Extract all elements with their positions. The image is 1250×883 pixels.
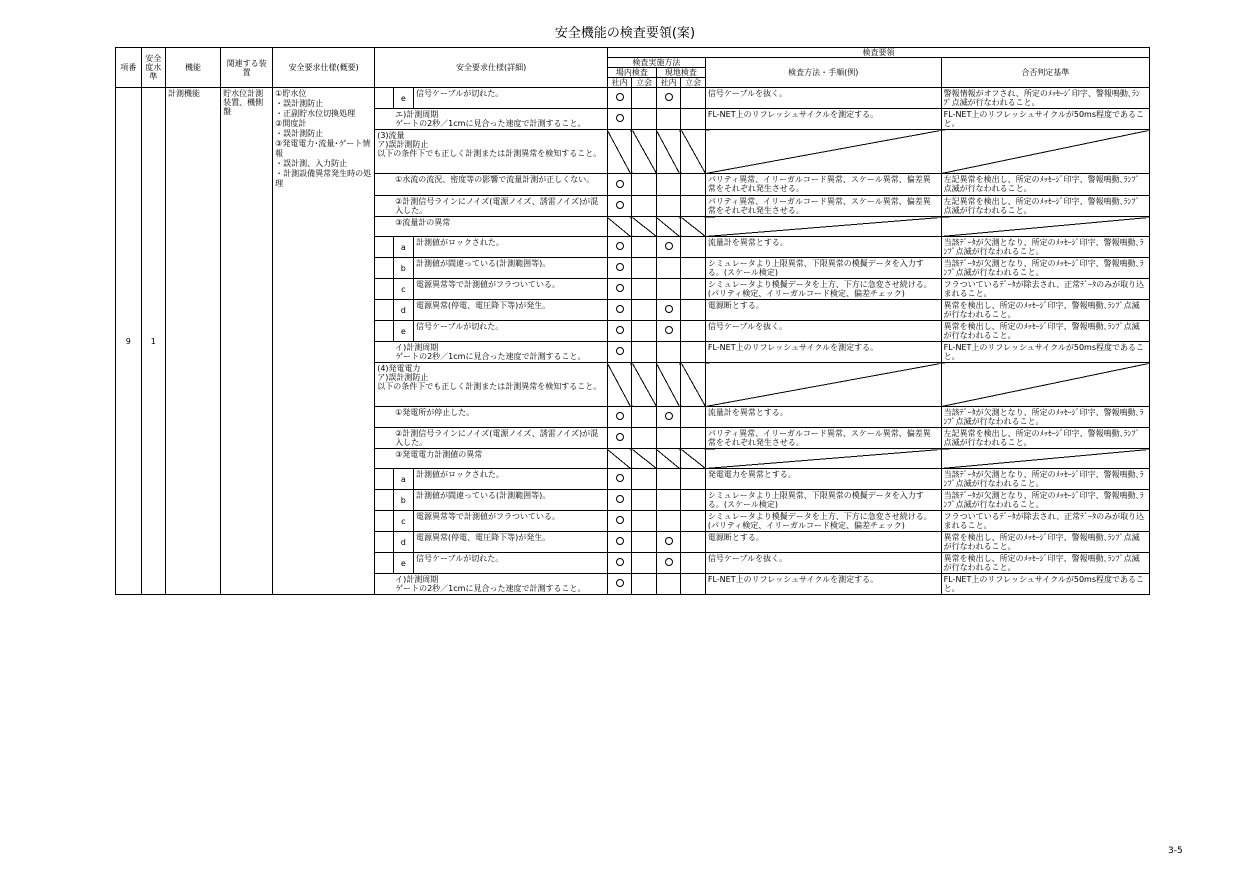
check-cell: [607, 258, 631, 279]
check-cell: [681, 174, 705, 196]
circle-mark-icon: [665, 537, 673, 545]
item-text: ①水流の流況、密度等の影響で流量計測が正しくない。: [393, 174, 607, 196]
indent-cell: [375, 407, 393, 428]
check-cell: [681, 258, 705, 279]
acceptance-criteria: 当該ﾃﾞｰﾀが欠測となり、所定のﾒｯｾｰｼﾞ印字、警報鳴動､ﾗﾝﾌﾟ点滅が行なわれること。: [941, 490, 1149, 511]
header-no: 項番: [116, 48, 142, 88]
check-cell: [656, 88, 680, 109]
circle-mark-icon: [616, 180, 624, 188]
indent-cell: [375, 88, 393, 109]
check-cell: [632, 109, 656, 130]
acceptance-criteria: 左記異常を検出し、所定のﾒｯｾｰｼﾞ印字、警報鳴動､ﾗﾝﾌﾟ点滅が行なわれること。: [941, 196, 1149, 217]
diagonal-cell: [607, 130, 631, 174]
diagonal-cell: [632, 217, 656, 237]
indent-cell: [375, 490, 393, 511]
acceptance-criteria: 当該ﾃﾞｰﾀが欠測となり、所定のﾒｯｾｰｼﾞ印字、警報鳴動､ﾗﾝﾌﾟ点滅が行なわれること。: [941, 407, 1149, 428]
check-cell: [632, 300, 656, 321]
diagonal-cell: [941, 363, 1149, 407]
item-text: ②計測信号ラインにノイズ(電源ノイズ、誘雷ノイズ)が混入した。: [393, 196, 607, 217]
check-cell: [681, 407, 705, 428]
item-text: 計測値がロックされた。: [413, 469, 607, 490]
indent-cell: [375, 321, 393, 342]
check-cell: [607, 237, 631, 258]
item-letter: c: [393, 511, 413, 532]
inspection-method: 信号ケーブルを抜く。: [705, 88, 941, 109]
acceptance-criteria: 異常を検出し、所定のﾒｯｾｰｼﾞ印字、警報鳴動､ﾗﾝﾌﾟ点滅が行なわれること。: [941, 553, 1149, 574]
check-cell: [656, 511, 680, 532]
check-cell: [607, 428, 631, 449]
circle-mark-icon: [616, 114, 624, 122]
check-cell: [656, 469, 680, 490]
item-letter: e: [393, 321, 413, 342]
circle-mark-icon: [616, 495, 624, 503]
indent-cell: [375, 258, 393, 279]
circle-mark-icon: [616, 326, 624, 334]
circle-mark-icon: [616, 201, 624, 209]
check-cell: [632, 532, 656, 553]
circle-mark-icon: [665, 242, 673, 250]
diagonal-cell: [681, 449, 705, 469]
check-cell: [681, 196, 705, 217]
check-cell: [632, 88, 656, 109]
check-cell: [656, 300, 680, 321]
check-cell: [632, 258, 656, 279]
check-cell: [681, 553, 705, 574]
check-cell: [681, 279, 705, 300]
item-letter: b: [393, 258, 413, 279]
diagonal-cell: [705, 217, 941, 237]
section-heading: (4)発電電力 ア)誤計測防止 以下の条件下でも正しく計測または計測異常を検知すること。: [375, 363, 608, 407]
inspection-method: シミュレータより上限異常、下限異常の模擬データを入力する。(スケール検定): [705, 258, 941, 279]
check-cell: [681, 574, 705, 595]
acceptance-criteria: 左記異常を検出し、所定のﾒｯｾｰｼﾞ印字、警報鳴動､ﾗﾝﾌﾟ点滅が行なわれること。: [941, 174, 1149, 196]
header-spec-detail: 安全要求仕様(詳細): [375, 48, 608, 88]
check-cell: [607, 321, 631, 342]
check-cell: [607, 553, 631, 574]
check-cell: [656, 553, 680, 574]
inspection-method: FL-NET上のリフレッシュサイクルを測定する。: [705, 342, 941, 363]
item-letter: a: [393, 469, 413, 490]
diagonal-cell: [941, 217, 1149, 237]
item-letter: d: [393, 532, 413, 553]
item-text: 電源異常等で計測値がフラついている。: [413, 511, 607, 532]
inspection-method: FL-NET上のリフレッシュサイクルを測定する。: [705, 574, 941, 595]
inspection-method: パリティ異常、イリーガルコード異常、スケール異常、偏差異常をそれぞれ発生させる。: [705, 174, 941, 196]
circle-mark-icon: [665, 412, 673, 420]
acceptance-criteria: 異常を検出し、所定のﾒｯｾｰｼﾞ印字、警報鳴動､ﾗﾝﾌﾟ点滅が行なわれること。: [941, 300, 1149, 321]
function-name: 計測機能: [166, 88, 221, 595]
indent-cell: [375, 532, 393, 553]
header-inspection: 検査要領: [607, 48, 1149, 58]
item-letter: e: [393, 88, 413, 109]
check-cell: [607, 574, 631, 595]
header-witness-2: 立会: [681, 78, 705, 88]
circle-mark-icon: [616, 412, 624, 420]
check-cell: [656, 342, 680, 363]
item-text: 信号ケーブルが切れた。: [413, 553, 607, 574]
acceptance-criteria: フラついているﾃﾞｰﾀが除去され、正常ﾃﾞｰﾀのみが取り込まれること。: [941, 511, 1149, 532]
check-cell: [632, 279, 656, 300]
check-cell: [681, 532, 705, 553]
diagonal-cell: [632, 363, 656, 407]
diagonal-cell: [607, 363, 631, 407]
check-cell: [607, 532, 631, 553]
circle-mark-icon: [616, 558, 624, 566]
header-level: 安全 度水 準: [141, 48, 165, 88]
circle-mark-icon: [616, 579, 624, 587]
check-cell: [632, 321, 656, 342]
check-cell: [607, 407, 631, 428]
circle-mark-icon: [665, 305, 673, 313]
inspection-method: シミュレータより模擬データを上方、下方に急変させ続ける。(パリティ検定、イリーガルコード検定、偏差チェック): [705, 511, 941, 532]
header-witness: 立会: [632, 78, 656, 88]
acceptance-criteria: FL-NET上のリフレッシュサイクルが50ms程度であること。: [941, 342, 1149, 363]
inspection-table: [115, 47, 1150, 595]
circle-mark-icon: [665, 93, 673, 101]
indent-cell: [375, 553, 393, 574]
check-cell: [632, 237, 656, 258]
inspection-method: 信号ケーブルを抜く。: [705, 321, 941, 342]
check-cell: [607, 109, 631, 130]
acceptance-criteria: フラついているﾃﾞｰﾀが除去され、正常ﾃﾞｰﾀのみが取り込まれること。: [941, 279, 1149, 300]
check-cell: [681, 428, 705, 449]
check-cell: [607, 342, 631, 363]
diagonal-cell: [656, 130, 680, 174]
check-cell: [681, 237, 705, 258]
diagonal-cell: [941, 130, 1149, 174]
circle-mark-icon: [616, 347, 624, 355]
document-title: 安全機能の検査要領(案): [554, 26, 696, 41]
check-cell: [607, 88, 631, 109]
diagonal-cell: [705, 130, 941, 174]
item-letter: a: [393, 237, 413, 258]
check-cell: [681, 88, 705, 109]
check-cell: [632, 469, 656, 490]
check-cell: [656, 237, 680, 258]
header-spec-summary: 安全要求仕様(概要): [273, 48, 375, 88]
inspection-method: 信号ケーブルを抜く。: [705, 553, 941, 574]
check-cell: [632, 511, 656, 532]
item-text: 電源異常(停電、電圧降下等)が発生。: [413, 300, 607, 321]
check-cell: [632, 490, 656, 511]
circle-mark-icon: [616, 284, 624, 292]
check-cell: [632, 428, 656, 449]
check-cell: [656, 174, 680, 196]
acceptance-criteria: FL-NET上のリフレッシュサイクルが50ms程度であること。: [941, 574, 1149, 595]
indent-cell: [375, 574, 393, 595]
indent-cell: [375, 428, 393, 449]
circle-mark-icon: [616, 537, 624, 545]
item-text: エ)計測周期 ゲートの2秒／1cmに見合った速度で計測すること。: [393, 109, 607, 130]
circle-mark-icon: [665, 558, 673, 566]
circle-mark-icon: [616, 516, 624, 524]
check-cell: [607, 279, 631, 300]
section-heading: (3)流量 ア)誤計測防止 以下の条件下でも正しく計測または計測異常を検知すること。: [375, 130, 608, 174]
check-cell: [681, 321, 705, 342]
item-text: ②計測信号ラインにノイズ(電源ノイズ、誘雷ノイズ)が混入した。: [393, 428, 607, 449]
page-number: 3-5: [1168, 846, 1183, 856]
check-cell: [656, 196, 680, 217]
indent-cell: [375, 342, 393, 363]
diagonal-cell: [656, 217, 680, 237]
check-cell: [607, 196, 631, 217]
check-cell: [607, 490, 631, 511]
item-text: イ)計測周期 ゲートの2秒／1cmに見合った速度で計測すること。: [393, 574, 607, 595]
check-cell: [681, 469, 705, 490]
check-cell: [607, 511, 631, 532]
item-text: 信号ケーブルが切れた。: [413, 88, 607, 109]
indent-cell: [375, 511, 393, 532]
indent-cell: [375, 469, 393, 490]
item-letter: b: [393, 490, 413, 511]
check-cell: [607, 469, 631, 490]
check-cell: [681, 300, 705, 321]
safety-level: 1: [141, 88, 165, 595]
acceptance-criteria: 警報情報がオフされ、所定のﾒｯｾｰｼﾞ印字、警報鳴動､ﾗﾝﾌﾟ点滅が行なわれること。: [941, 88, 1149, 109]
item-text: 計測値が間違っている(計測範囲等)。: [413, 258, 607, 279]
acceptance-criteria: 異常を検出し、所定のﾒｯｾｰｼﾞ印字、警報鳴動､ﾗﾝﾌﾟ点滅が行なわれること。: [941, 321, 1149, 342]
check-cell: [632, 553, 656, 574]
item-text: 計測値がロックされた。: [413, 237, 607, 258]
item-text: 電源異常(停電、電圧降下等)が発生。: [413, 532, 607, 553]
circle-mark-icon: [616, 305, 624, 313]
item-text: 電源異常等で計測値がフラついている。: [413, 279, 607, 300]
inspection-method: 流量計を異常とする。: [705, 237, 941, 258]
indent-cell: [375, 300, 393, 321]
diagonal-cell: [941, 449, 1149, 469]
check-cell: [656, 279, 680, 300]
indent-cell: [375, 109, 393, 130]
inspection-method: パリティ異常、イリーガルコード異常、スケール異常、偏差異常をそれぞれ発生させる。: [705, 196, 941, 217]
check-cell: [632, 407, 656, 428]
indent-cell: [375, 174, 393, 196]
inspection-method: 電源断とする。: [705, 300, 941, 321]
diagonal-cell: [632, 449, 656, 469]
inspection-method: FL-NET上のリフレッシュサイクルを測定する。: [705, 109, 941, 130]
check-cell: [656, 321, 680, 342]
circle-mark-icon: [616, 474, 624, 482]
header-device: 関連する装 置: [221, 48, 273, 88]
item-letter: d: [393, 300, 413, 321]
indent-cell: [375, 196, 393, 217]
check-cell: [632, 196, 656, 217]
acceptance-criteria: 異常を検出し、所定のﾒｯｾｰｼﾞ印字、警報鳴動､ﾗﾝﾌﾟ点滅が行なわれること。: [941, 532, 1149, 553]
header-company-2: 社内: [656, 78, 680, 88]
diagonal-cell: [607, 449, 631, 469]
check-cell: [681, 342, 705, 363]
inspection-method: 流量計を異常とする。: [705, 407, 941, 428]
check-cell: [656, 428, 680, 449]
circle-mark-icon: [665, 326, 673, 334]
header-criteria: 合否判定基準: [941, 58, 1149, 88]
circle-mark-icon: [616, 263, 624, 271]
indent-cell: [375, 237, 393, 258]
header-on-site: 現地検査: [656, 68, 705, 78]
diagonal-cell: [656, 363, 680, 407]
table-row: [116, 88, 1150, 109]
diagonal-cell: [681, 217, 705, 237]
diagonal-cell: [632, 130, 656, 174]
check-cell: [681, 511, 705, 532]
diagonal-cell: [705, 449, 941, 469]
item-letter: e: [393, 553, 413, 574]
item-text: ①発電所が停止した。: [393, 407, 607, 428]
item-text: イ)計測周期 ゲートの2秒／1cmに見合った速度で計測すること。: [393, 342, 607, 363]
inspection-method: 電源断とする。: [705, 532, 941, 553]
check-cell: [656, 109, 680, 130]
indent-cell: [375, 279, 393, 300]
inspection-method: パリティ異常、イリーガルコード異常、スケール異常、偏差異常をそれぞれ発生させる。: [705, 428, 941, 449]
indent-cell: [375, 217, 393, 237]
acceptance-criteria: 当該ﾃﾞｰﾀが欠測となり、所定のﾒｯｾｰｼﾞ印字、警報鳴動､ﾗﾝﾌﾟ点滅が行なわれること。: [941, 237, 1149, 258]
item-no: 9: [116, 88, 142, 595]
check-cell: [681, 109, 705, 130]
diagonal-cell: [607, 217, 631, 237]
check-cell: [656, 258, 680, 279]
spec-summary: ①貯水位 ・誤計測防止 ・正副貯水位切換処理 ②開度計 ・誤計測防止 ③発電電力･流量･ゲート情報 ・誤計測、入力防止 ・計測設備異常発生時の処理: [273, 88, 375, 595]
diagonal-cell: [681, 130, 705, 174]
check-cell: [656, 490, 680, 511]
check-cell: [656, 407, 680, 428]
circle-mark-icon: [616, 242, 624, 250]
group-heading: ③流量計の異常: [393, 217, 607, 237]
inspection-method: 発電電力を異常とする。: [705, 469, 941, 490]
diagonal-cell: [656, 449, 680, 469]
header-method: 検査方法・手順(例): [705, 58, 941, 88]
item-text: 信号ケーブルが切れた。: [413, 321, 607, 342]
diagonal-cell: [681, 363, 705, 407]
check-cell: [632, 574, 656, 595]
indent-cell: [375, 449, 393, 469]
check-cell: [681, 490, 705, 511]
acceptance-criteria: 左記異常を検出し、所定のﾒｯｾｰｼﾞ印字、警報鳴動､ﾗﾝﾌﾟ点滅が行なわれること。: [941, 428, 1149, 449]
check-cell: [632, 174, 656, 196]
acceptance-criteria: 当該ﾃﾞｰﾀが欠測となり、所定のﾒｯｾｰｼﾞ印字、警報鳴動､ﾗﾝﾌﾟ点滅が行なわれること。: [941, 469, 1149, 490]
circle-mark-icon: [616, 433, 624, 441]
header-function: 機能: [166, 48, 221, 88]
check-cell: [607, 300, 631, 321]
header-company: 社内: [607, 78, 631, 88]
check-cell: [632, 342, 656, 363]
group-heading: ③発電電力計測値の異常: [393, 449, 607, 469]
check-cell: [607, 174, 631, 196]
header-implementation: 検査実施方法: [607, 58, 705, 68]
related-device: 貯水位計測 装置、機側 盤: [221, 88, 273, 595]
check-cell: [656, 574, 680, 595]
header-in-house: 場内検査: [607, 68, 656, 78]
check-cell: [656, 532, 680, 553]
acceptance-criteria: 当該ﾃﾞｰﾀが欠測となり、所定のﾒｯｾｰｼﾞ印字、警報鳴動､ﾗﾝﾌﾟ点滅が行なわれること。: [941, 258, 1149, 279]
item-text: 計測値が間違っている(計測範囲等)。: [413, 490, 607, 511]
inspection-method: シミュレータより模擬データを上方、下方に急変させ続ける。(パリティ検定、イリーガルコード検定、偏差チェック): [705, 279, 941, 300]
diagonal-cell: [705, 363, 941, 407]
item-letter: c: [393, 279, 413, 300]
circle-mark-icon: [616, 93, 624, 101]
acceptance-criteria: FL-NET上のリフレッシュサイクルが50ms程度であること。: [941, 109, 1149, 130]
inspection-method: シミュレータより上限異常、下限異常の模擬データを入力する。(スケール検定): [705, 490, 941, 511]
